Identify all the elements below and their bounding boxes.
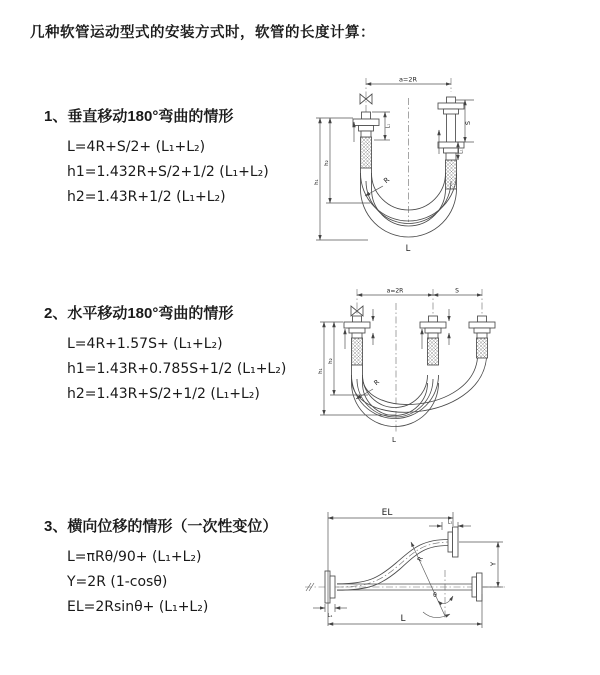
formula-length: L=πRθ/90+ (L₁+L₂) <box>67 549 202 565</box>
dim-label-fitting-right: L₁ <box>459 149 465 154</box>
dim-label-angle: θ <box>433 592 437 599</box>
dim-label-radius: R <box>415 555 425 563</box>
flange-right <box>472 573 482 601</box>
s-curve-hose <box>337 540 448 591</box>
diagram-lateral-displacement <box>295 496 575 644</box>
flange-left <box>353 112 379 137</box>
u-hose-displaced <box>352 358 487 412</box>
diagram-vertical-180-bend <box>308 70 518 275</box>
dim-label-h1: h₁ <box>314 179 320 185</box>
formula-el: EL=2Rsinθ+ (L₁+L₂) <box>67 599 209 615</box>
formula-h2: h2=1.43R+S/2+1/2 (L₁+L₂) <box>67 386 260 402</box>
formula-h2: h2=1.43R+1/2 (L₁+L₂) <box>67 189 226 205</box>
dim-label-fitting-bottom: L₁ <box>327 613 333 619</box>
dim-label-span: a=2R <box>386 287 404 295</box>
formula-length: L=4R+S/2+ (L₁+L₂) <box>67 139 206 155</box>
page-title: 几种软管运动型式的安装方式时，软管的长度计算： <box>30 25 375 41</box>
flange-upper-right <box>448 527 458 557</box>
section-horizontal-movement <box>44 302 344 407</box>
section-vertical-movement <box>44 105 344 210</box>
flange-left <box>325 571 335 603</box>
section-2-heading: 2、水平移动180°弯曲的情形 <box>44 305 234 322</box>
dim-label-length: L <box>405 244 411 254</box>
formula-h1: h1=1.43R+0.785S+1/2 (L₁+L₂) <box>67 361 287 377</box>
diagram-horizontal-180-bend <box>306 283 551 455</box>
flanges <box>344 316 495 338</box>
formula-length: L=4R+1.57S+ (L₁+L₂) <box>67 336 223 352</box>
dimension-lines <box>318 288 482 445</box>
dim-label-h2: h₂ <box>328 358 334 364</box>
dim-label-offset: Y <box>489 561 498 567</box>
dim-label-radius: R <box>372 377 382 387</box>
dim-label-radius: R <box>382 175 392 186</box>
dimension-lines <box>313 508 503 628</box>
dim-label-el: EL <box>381 508 393 518</box>
braided-hose-sections <box>352 338 488 365</box>
dim-label-h2: h₂ <box>324 160 330 166</box>
section-1-heading: 1、垂直移动180°弯曲的情形 <box>44 108 234 125</box>
formula-offset-y: Y=2R (1-cosθ) <box>67 574 168 590</box>
section-3-heading: 3、横向位移的情形（一次性变位） <box>44 518 278 535</box>
dim-label-stroke: S <box>455 287 459 295</box>
dim-label-length: L <box>400 614 406 624</box>
dim-label-h1: h₁ <box>318 368 324 374</box>
centerlines <box>366 75 451 222</box>
dim-label-span: a=2R <box>398 75 418 84</box>
formula-h1: h1=1.432R+S/2+1/2 (L₁+L₂) <box>67 164 269 180</box>
dim-label-fitting-top: L₁ <box>447 519 453 526</box>
dim-label-length: L <box>392 436 396 444</box>
dim-label-fitting-left: L₁ <box>386 123 392 129</box>
u-hose-curves <box>352 365 439 427</box>
dim-label-stroke: S <box>464 120 472 126</box>
